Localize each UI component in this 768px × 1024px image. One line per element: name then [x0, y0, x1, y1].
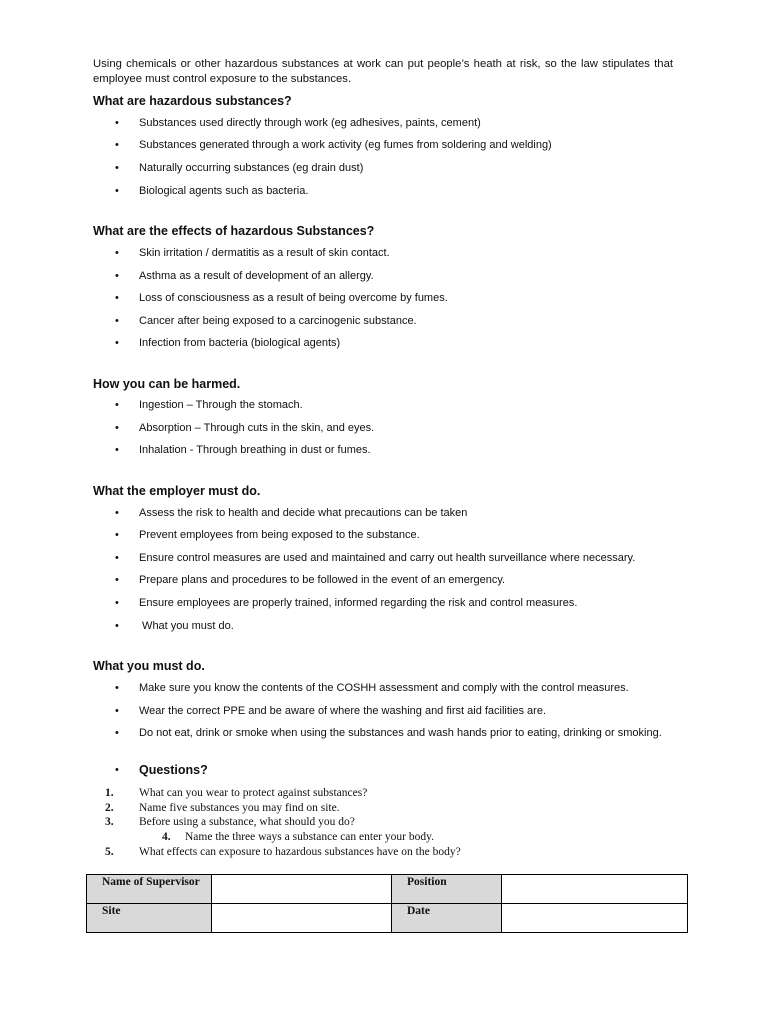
question-item: 5. What effects can exposure to hazardous substances have on the body? — [105, 846, 461, 858]
date-label: Date — [392, 904, 502, 933]
bullet-icon: • — [115, 247, 119, 259]
bullet-icon: • — [115, 337, 119, 349]
bullet-icon: • — [115, 185, 119, 197]
bullet-icon: • — [115, 399, 119, 411]
bullet-icon: • — [115, 444, 119, 456]
heading-you-must-do: What you must do. — [93, 659, 205, 673]
bullet-icon: • — [115, 162, 119, 174]
bullet-icon: • — [115, 705, 119, 717]
bullet-icon: • — [115, 292, 119, 304]
question-item: 2. Name five substances you may find on site. — [105, 802, 340, 814]
intro-paragraph: Using chemicals or other hazardous substances at work can put people’s heath at risk, so the law stipulates that employee must control exposure to the substances. — [93, 58, 673, 85]
bullet-icon: • — [115, 764, 119, 776]
document-page: Using chemicals or other hazardous substances at work can put people’s heath at risk, so the law stipulates that employee must control exposure to the substances. What are hazardous substances? • Substances used directly through work (eg adhesives, paints, cement) • Substances generated through a work activity (eg fumes from soldering and welding) • Naturally occurring substances (eg drain dust) • Biological agents such as bacteria. What are the effects of hazardous Substances? • Skin irritation / dermatitis as a result of skin contact. • Asthma as a result of development of an allergy. • Loss of consciousness as a result of being overcome by fumes. • Cancer after being exposed to a carcinogenic substance. • Infection from bacteria (biological agents) How you can be harmed. • Ingestion – Through the stomach. • Absorption – Through cuts in the skin, and eyes. • Inhalation - Through breathing in dust or fumes. What the employer must do. • Assess the risk to health and decide what precautions can be taken • Prevent employees from being exposed to the substance. • Ensure control measures are used and maintained and carry out health surveillance where necessary. • Prepare plans and procedures to be followed in the event of an emergency. • Ensure employees are properly trained, informed regarding the risk and control measures. • What you must do. What you must do. • Make sure you know the contents of the COSHH assessment and comply with the control measures. • Wear the correct PPE and be aware of where the washing and first aid facilities are. • Do not eat, drink or smoke when using the substances and wash hands prior to eating, drinking or smoking. • Questions? 1. What can you wear to protect against substances? 2. Name five substances you may find on site. 3. Before using a substance, what should you do? 4. Name the three ways a substance can enter your body. 5. What effects can exposure to hazardous substances have on the body? Name of Supervisor Position Site Date — [0, 0, 768, 1024]
bullet-icon: • — [115, 574, 119, 586]
position-field[interactable] — [502, 875, 688, 904]
date-field[interactable] — [502, 904, 688, 933]
supervisor-label: Name of Supervisor — [87, 875, 212, 904]
question-item: 4. Name the three ways a substance can enter your body. — [162, 831, 434, 843]
bullet-icon: • — [115, 682, 119, 694]
bullet-icon: • — [115, 552, 119, 564]
bullet-icon: • — [115, 117, 119, 129]
heading-effects: What are the effects of hazardous Substances? — [93, 224, 375, 238]
bullet-icon: • — [115, 270, 119, 282]
bullet-icon: • — [115, 597, 119, 609]
heading-employer-must-do: What the employer must do. — [93, 484, 261, 498]
bullet-icon: • — [115, 727, 119, 739]
signoff-table — [86, 874, 688, 933]
site-field[interactable] — [212, 904, 392, 933]
bullet-icon: • — [115, 529, 119, 541]
site-label: Site — [87, 904, 212, 933]
position-label: Position — [392, 875, 502, 904]
bullet-icon: • — [115, 620, 119, 632]
heading-how-harmed: How you can be harmed. — [93, 377, 241, 391]
bullet-icon: • — [115, 507, 119, 519]
bullet-icon: • — [115, 422, 119, 434]
bullet-icon: • — [115, 139, 119, 151]
heading-hazardous-substances: What are hazardous substances? — [93, 94, 292, 108]
bullet-icon: • — [115, 315, 119, 327]
supervisor-field[interactable] — [212, 875, 392, 904]
question-item: 3. Before using a substance, what should you do? — [105, 816, 355, 828]
question-item: 1. What can you wear to protect against substances? — [105, 787, 368, 799]
